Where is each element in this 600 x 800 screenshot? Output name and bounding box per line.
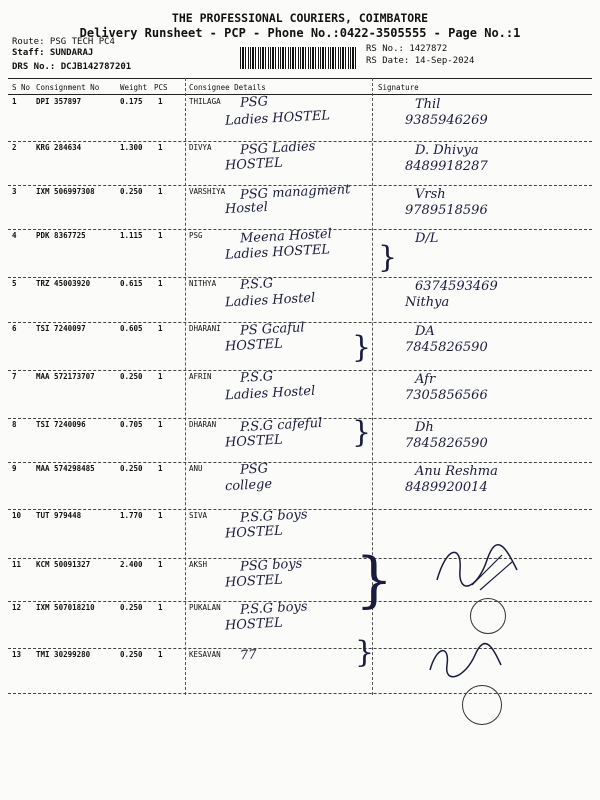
row-signature-phone: 9385946269 xyxy=(405,113,488,128)
row-signature: Afr xyxy=(415,372,436,387)
row-weight: 0.250 xyxy=(120,464,143,473)
row-handwritten-note: HOSTEL xyxy=(224,336,284,355)
row-sno: 12 xyxy=(12,603,22,612)
row-weight: 1.770 xyxy=(120,511,143,520)
row-weight: 0.250 xyxy=(120,650,143,659)
drs-number: DRS No.: DCJB142787201 xyxy=(12,62,132,72)
row-weight: 0.175 xyxy=(120,97,143,106)
brace-mark: } xyxy=(355,545,394,615)
psg-stamp-icon xyxy=(462,685,502,725)
row-consignee-name: PSG xyxy=(189,231,203,240)
row-pcs: 1 xyxy=(158,560,163,569)
row-handwritten-note: HOSTEL xyxy=(224,615,284,634)
rs-number: RS No.: 1427872 xyxy=(366,44,448,54)
row-sno: 5 xyxy=(12,279,17,288)
col-consignment: Consignment No xyxy=(36,83,100,92)
row-sno: 8 xyxy=(12,420,17,429)
brace-mark: } xyxy=(378,240,398,275)
row-signature: Vrsh xyxy=(415,187,446,202)
row-separator xyxy=(8,277,592,278)
brace-mark: } xyxy=(355,635,375,670)
row-signature-phone: 7845826590 xyxy=(405,340,488,355)
row-signature: 6374593469 xyxy=(415,279,498,294)
header-rule-bottom xyxy=(8,94,592,95)
row-handwritten-note: HOSTEL xyxy=(224,572,284,591)
col-pcs: PCS xyxy=(154,83,168,92)
row-handwritten-note: Ladies Hostel xyxy=(224,383,316,404)
row-handwritten-note: PSG Ladies xyxy=(239,139,316,158)
row-signature: DA xyxy=(415,324,435,339)
row-weight: 0.250 xyxy=(120,372,143,381)
row-handwritten-note: Ladies HOSTEL xyxy=(224,242,331,263)
row-handwritten-note: HOSTEL xyxy=(224,432,284,451)
row-signature: Thil xyxy=(415,97,441,112)
row-handwritten-note: Meena Hostel xyxy=(239,226,333,247)
delivery-signature-scribble xyxy=(432,540,522,595)
row-signature-phone: 8489918287 xyxy=(405,159,488,174)
row-pcs: 1 xyxy=(158,603,163,612)
row-pcs: 1 xyxy=(158,143,163,152)
row-handwritten-note: PSG xyxy=(239,461,269,478)
row-signature-phone: Nithya xyxy=(405,295,450,310)
route-label: Route: PSG TECH PC4 xyxy=(12,37,115,47)
rs-date: RS Date: 14-Sep-2024 xyxy=(366,56,475,66)
psg-stamp-icon xyxy=(470,598,506,634)
row-handwritten-note: PS Gcaful xyxy=(239,320,305,339)
row-consignee-name: KESAVAN xyxy=(189,650,221,659)
row-sno: 6 xyxy=(12,324,17,333)
row-consignee-name: DHARAN xyxy=(189,420,217,429)
row-consignment-no: IXM 506997308 xyxy=(36,187,95,196)
row-consignee-name: PUKALAN xyxy=(189,603,221,612)
row-consignment-no: DPI 357897 xyxy=(36,97,82,106)
row-consignee-name: DHARANI xyxy=(189,324,221,333)
row-consignment-no: TUT 979448 xyxy=(36,511,82,520)
row-weight: 0.250 xyxy=(120,187,143,196)
row-handwritten-note: 77 xyxy=(239,647,257,664)
row-pcs: 1 xyxy=(158,650,163,659)
row-sno: 4 xyxy=(12,231,17,240)
row-separator xyxy=(8,370,592,371)
row-separator xyxy=(8,462,592,463)
row-consignment-no: TRZ 45003920 xyxy=(36,279,91,288)
row-handwritten-note: PSG xyxy=(239,94,269,111)
row-pcs: 1 xyxy=(158,187,163,196)
row-consignment-no: TSI 7240096 xyxy=(36,420,86,429)
row-handwritten-note: Ladies Hostel xyxy=(224,290,316,311)
row-consignee-name: SIVA xyxy=(189,511,208,520)
row-handwritten-note: P.S.G boys xyxy=(239,599,308,618)
row-signature: D. Dhivya xyxy=(415,143,479,158)
row-signature: Anu Reshma xyxy=(415,464,498,479)
row-weight: 2.400 xyxy=(120,560,143,569)
row-handwritten-note: HOSTEL xyxy=(224,523,284,542)
delivery-signature-scribble xyxy=(425,640,505,680)
row-pcs: 1 xyxy=(158,464,163,473)
row-pcs: 1 xyxy=(158,324,163,333)
row-pcs: 1 xyxy=(158,97,163,106)
row-handwritten-note: Hostel xyxy=(224,199,269,218)
row-pcs: 1 xyxy=(158,420,163,429)
row-signature-phone: 9789518596 xyxy=(405,203,488,218)
row-consignment-no: TMI 30299280 xyxy=(36,650,91,659)
row-signature-phone: 7845826590 xyxy=(405,436,488,451)
brace-mark: } xyxy=(352,415,372,450)
row-handwritten-note: P.S.G cafeful xyxy=(239,415,323,436)
barcode xyxy=(240,47,358,69)
row-handwritten-note: P.S.G xyxy=(239,369,274,386)
row-sno: 3 xyxy=(12,187,17,196)
row-sno: 1 xyxy=(12,97,17,106)
row-handwritten-note: college xyxy=(224,476,273,495)
row-sno: 13 xyxy=(12,650,22,659)
header-rule-top xyxy=(8,78,592,79)
row-sno: 11 xyxy=(12,560,22,569)
runsheet-title: Delivery Runsheet - PCP - Phone No.:0422-3505555 - Page No.:1 xyxy=(79,26,521,40)
row-weight: 1.115 xyxy=(120,231,143,240)
row-weight: 0.250 xyxy=(120,603,143,612)
row-sno: 7 xyxy=(12,372,17,381)
row-consignment-no: KCM 50091327 xyxy=(36,560,91,569)
row-weight: 0.705 xyxy=(120,420,143,429)
col-weight: Weight xyxy=(120,83,148,92)
row-handwritten-note: HOSTEL xyxy=(224,155,284,174)
row-weight: 1.300 xyxy=(120,143,143,152)
row-consignment-no: PDK 8367725 xyxy=(36,231,86,240)
row-consignment-no: MAA 574298485 xyxy=(36,464,95,473)
row-weight: 0.615 xyxy=(120,279,143,288)
row-consignee-name: ANU xyxy=(189,464,203,473)
row-consignee-name: DIVYA xyxy=(189,143,212,152)
row-pcs: 1 xyxy=(158,231,163,240)
row-consignee-name: AKSH xyxy=(189,560,208,569)
row-handwritten-note: PSG boys xyxy=(239,556,303,575)
col-sno: S No xyxy=(12,83,31,92)
row-pcs: 1 xyxy=(158,511,163,520)
row-pcs: 1 xyxy=(158,279,163,288)
col-consignee: Consignee Details xyxy=(189,83,266,92)
row-weight: 0.605 xyxy=(120,324,143,333)
row-sno: 10 xyxy=(12,511,22,520)
row-signature-phone: 8489920014 xyxy=(405,480,488,495)
row-separator xyxy=(8,693,592,694)
row-consignment-no: IXM 507018210 xyxy=(36,603,95,612)
staff-label: Staff: SUNDARAJ xyxy=(12,48,94,58)
row-consignee-name: AFRIN xyxy=(189,372,212,381)
row-pcs: 1 xyxy=(158,372,163,381)
row-consignee-name: THILAGA xyxy=(189,97,221,106)
column-divider xyxy=(185,78,186,695)
row-signature: D/L xyxy=(415,231,439,246)
company-title: THE PROFESSIONAL COURIERS, COIMBATORE xyxy=(171,11,429,25)
row-handwritten-note: Ladies HOSTEL xyxy=(224,108,331,129)
row-handwritten-note: P.S.G xyxy=(239,276,274,293)
row-sno: 9 xyxy=(12,464,17,473)
row-handwritten-note: PSG managment xyxy=(239,182,351,203)
row-consignment-no: TSI 7240097 xyxy=(36,324,86,333)
row-signature-phone: 7305856566 xyxy=(405,388,488,403)
col-signature: Signature xyxy=(378,83,419,92)
row-handwritten-note: P.S.G boys xyxy=(239,507,308,526)
brace-mark: } xyxy=(352,330,372,365)
row-signature: Dh xyxy=(415,420,434,435)
row-consignee-name: NITHYA xyxy=(189,279,217,288)
row-consignment-no: KRG 284634 xyxy=(36,143,82,152)
row-consignee-name: VARSHIYA xyxy=(189,187,226,196)
row-sno: 2 xyxy=(12,143,17,152)
row-consignment-no: MAA 572173707 xyxy=(36,372,95,381)
